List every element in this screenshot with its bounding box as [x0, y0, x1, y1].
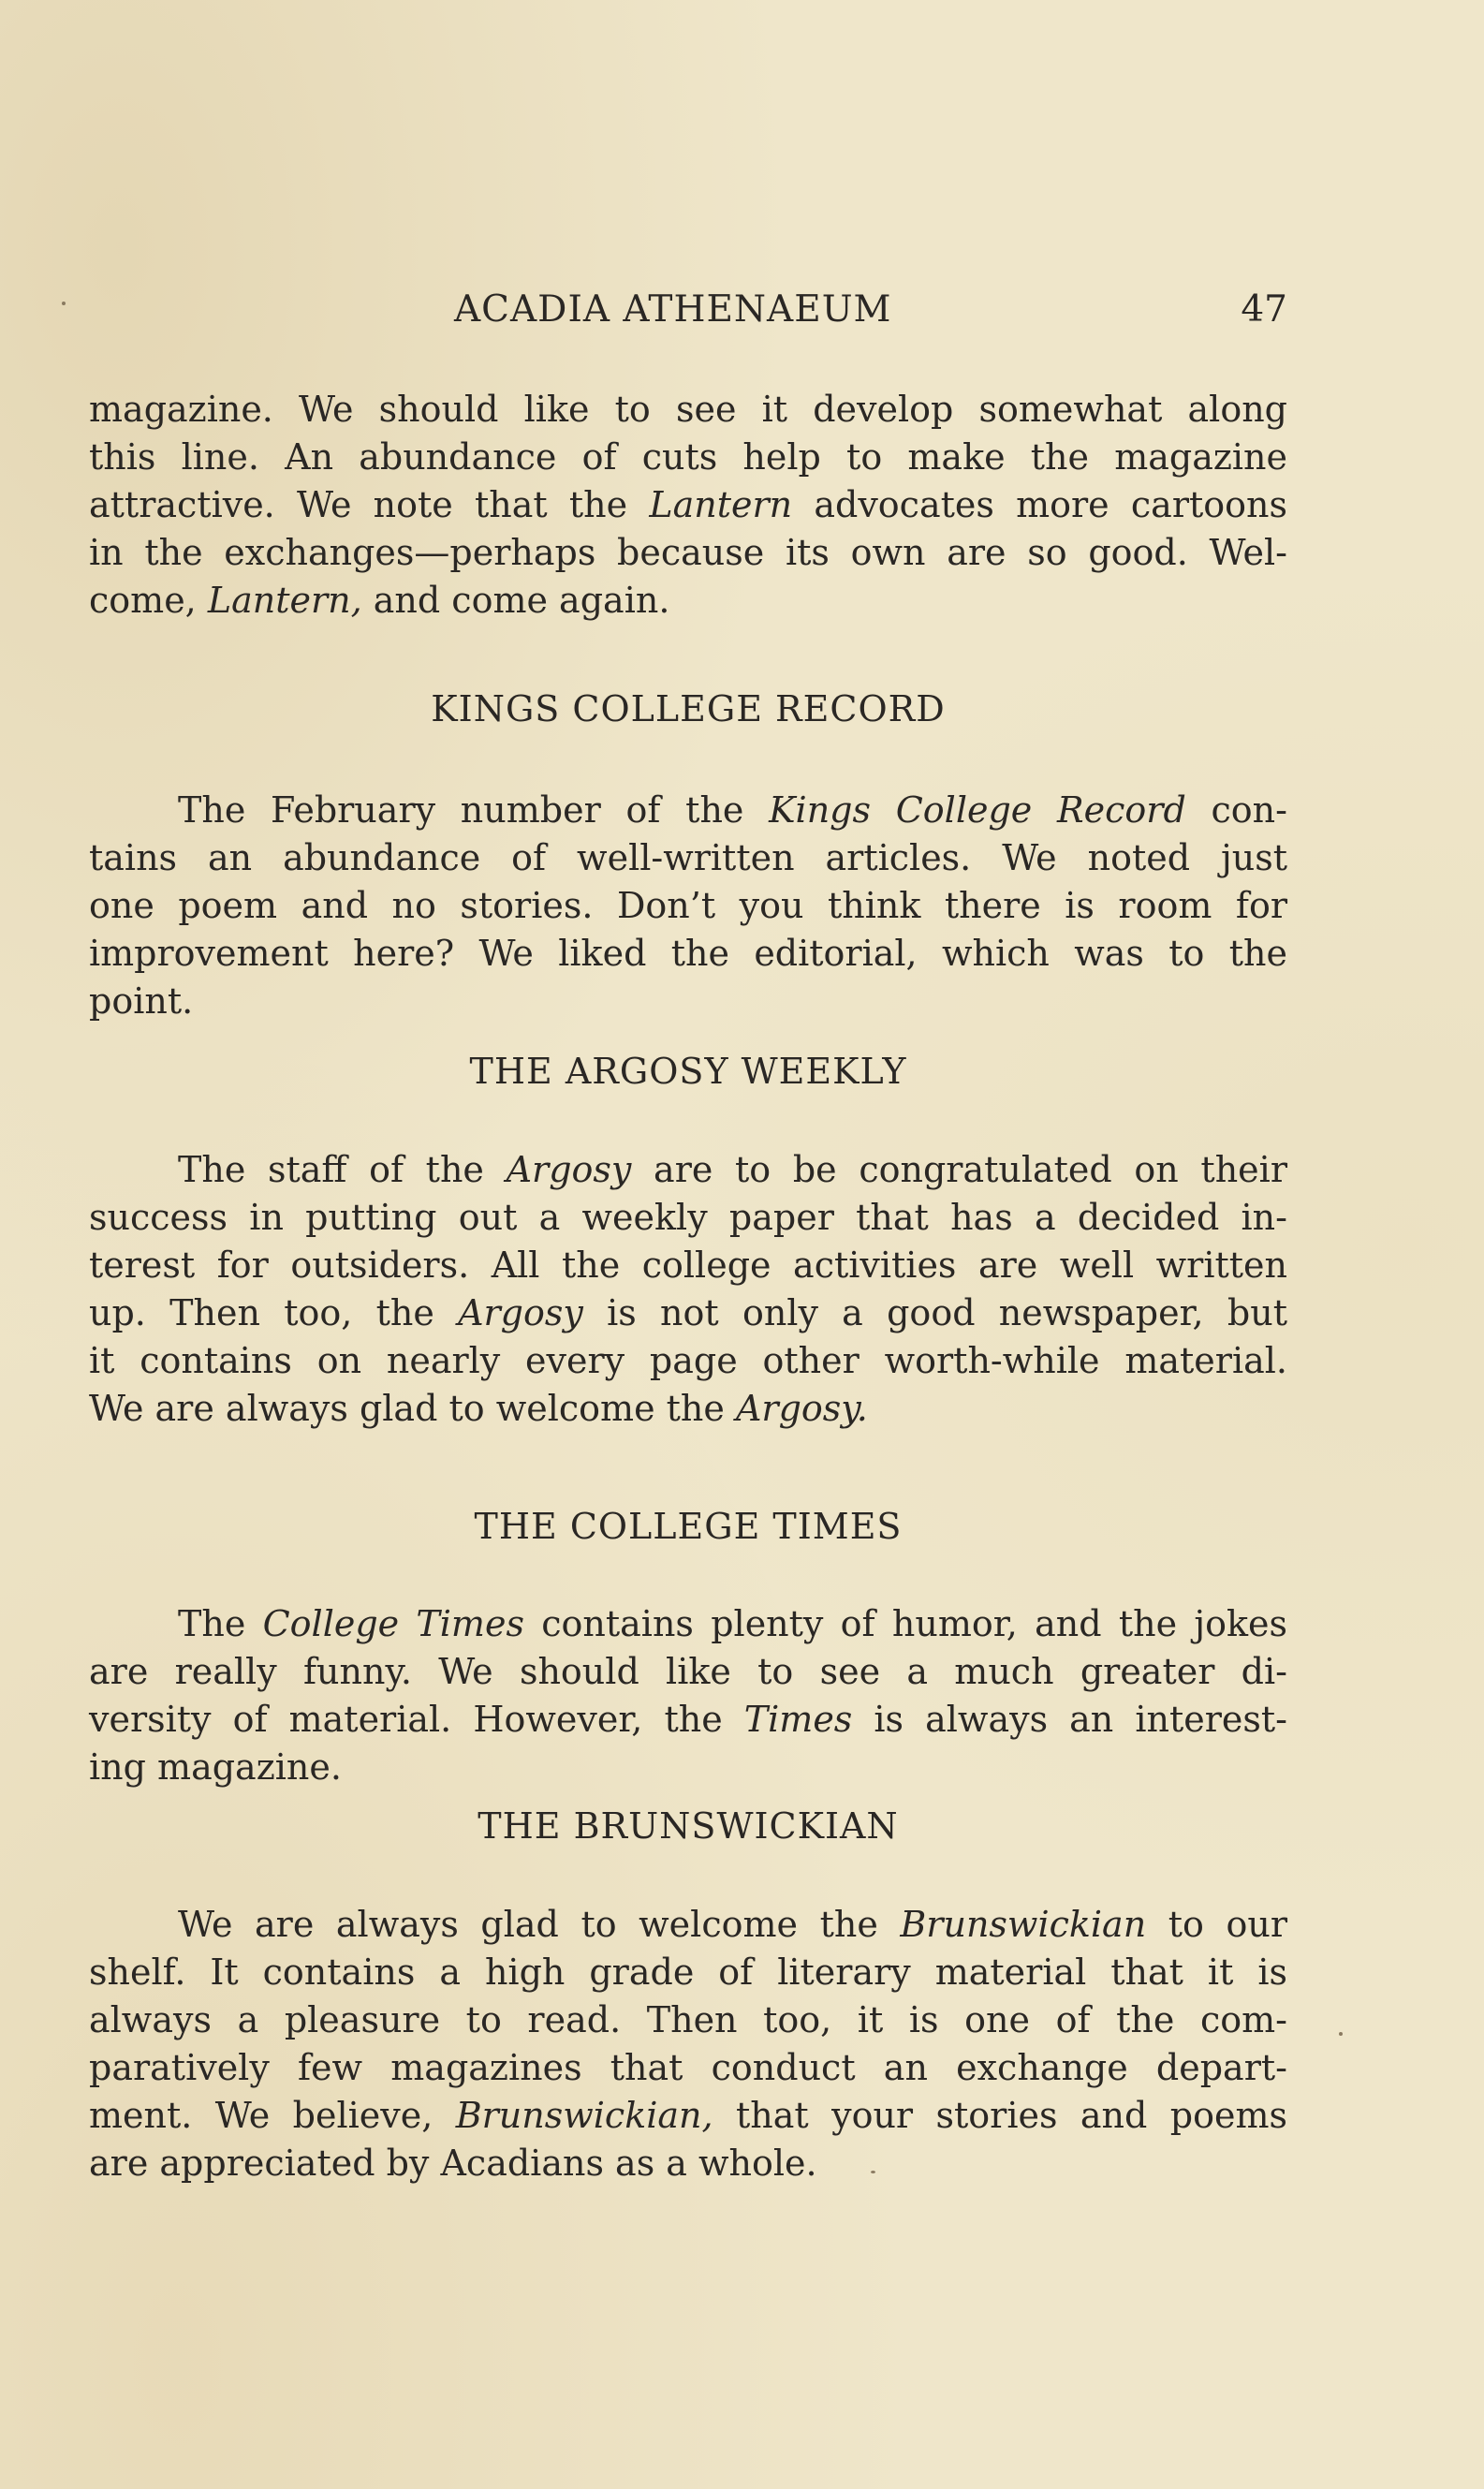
text-line: in the exchanges—perhaps because its own are so good. Wel-: [89, 532, 1287, 573]
text-line: The February number of the Kings College Record con-: [178, 789, 1287, 831]
paper-speck: [871, 2171, 875, 2173]
text-line: We are always glad to welcome the Argosy.: [89, 1388, 868, 1429]
section-heading: THE BRUNSWICKIAN: [478, 1805, 899, 1847]
running-title: ACADIA ATHENAEUM: [454, 288, 892, 331]
text-line: The staff of the Argosy are to be congratulated on their: [178, 1149, 1287, 1190]
text-line: ment. We believe, Brunswickian, that your stories and poems: [89, 2095, 1287, 2136]
paper-speck: [62, 302, 66, 305]
text-line: We are always glad to welcome the Brunswickian to our: [178, 1904, 1287, 1945]
section-heading: KINGS COLLEGE RECORD: [431, 688, 946, 729]
text-line: are really funny. We should like to see a much greater di-: [89, 1651, 1287, 1692]
text-line: one poem and no stories. Don’t you think there is room for: [89, 885, 1287, 926]
page-number: 47: [1241, 288, 1287, 331]
text-line: this line. An abundance of cuts help to make the magazine: [89, 436, 1287, 478]
text-line: terest for outsiders. All the college activities are well written: [89, 1244, 1287, 1286]
text-line: it contains on nearly every page other worth-while material.: [89, 1340, 1287, 1381]
text-line: shelf. It contains a high grade of literary material that it is: [89, 1951, 1287, 1993]
text-line: success in putting out a weekly paper that has a decided in-: [89, 1197, 1287, 1238]
text-line: versity of material. However, the Times is always an interest-: [89, 1699, 1288, 1740]
paper-speck: [1339, 2032, 1343, 2036]
text-line: up. Then too, the Argosy is not only a good newspaper, but: [89, 1292, 1287, 1333]
text-line: always a pleasure to read. Then too, it is one of the com-: [89, 1999, 1287, 2040]
text-line: come, Lantern, and come again.: [89, 580, 670, 621]
text-line: attractive. We note that the Lantern advocates more cartoons: [89, 484, 1287, 525]
page-header: [89, 288, 1287, 335]
text-line: paratively few magazines that conduct an exchange depart-: [89, 2047, 1287, 2088]
text-line: improvement here? We liked the editorial, which was to the: [89, 933, 1287, 974]
section-heading: THE ARGOSY WEEKLY: [469, 1051, 907, 1092]
text-line: tains an abundance of well-written articles. We noted just: [89, 837, 1287, 878]
text-line: magazine. We should like to see it develop somewhat along: [89, 389, 1287, 430]
section-heading: THE COLLEGE TIMES: [474, 1506, 903, 1547]
text-line: ing magazine.: [89, 1746, 342, 1788]
text-line: are appreciated by Acadians as a whole.: [89, 2143, 817, 2184]
text-line: point.: [89, 980, 194, 1022]
text-line: The College Times contains plenty of humor, and the jokes: [178, 1603, 1288, 1644]
